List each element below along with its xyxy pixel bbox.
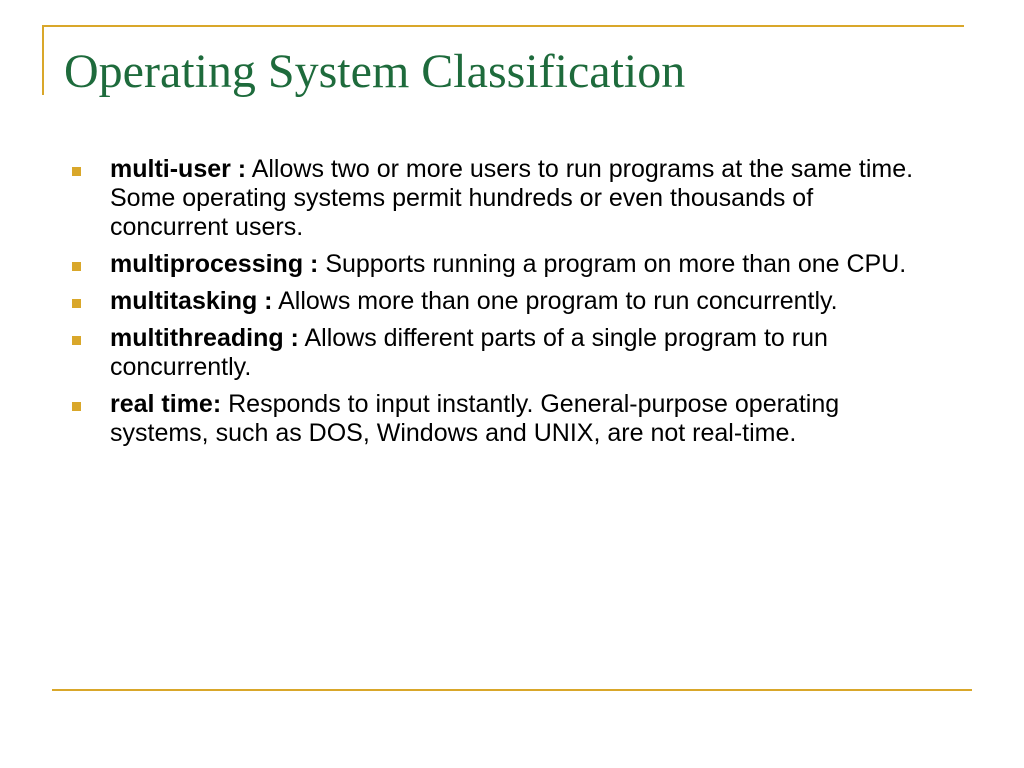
bullet-item-multiprocessing [72, 250, 932, 279]
bullet-item-real-time [72, 390, 932, 448]
square-bullet-icon [72, 402, 81, 411]
slide-frame-left-border [42, 25, 44, 95]
square-bullet-icon [72, 336, 81, 345]
square-bullet-icon [72, 299, 81, 308]
bullet-text: Allows two or more users to run programs at the same time. Some operating systems permit hundreds or even thousands of concurrent users. [110, 155, 914, 241]
square-bullet-icon [72, 167, 81, 176]
bullet-text: Allows more than one program to run concurrently. [278, 287, 838, 315]
bullet-item-multi-user [72, 155, 932, 242]
slide-frame-top-border [42, 25, 964, 27]
bullet-item-multitasking [72, 287, 932, 316]
bullet-term: multi-user : [110, 155, 247, 183]
bullet-item-multithreading [72, 324, 932, 382]
bullet-term: real time: [110, 390, 222, 418]
bullet-text: Supports running a program on more than one CPU. [325, 250, 907, 278]
bullet-term: multithreading : [110, 324, 299, 352]
bullet-text: Allows different parts of a single program to run concurrently. [110, 324, 828, 381]
bullet-text: Responds to input instantly. General-purpose operating systems, such as DOS, Windows and UNIX, are not real-time. [110, 390, 840, 447]
bullet-term: multitasking : [110, 287, 273, 315]
square-bullet-icon [72, 262, 81, 271]
bullet-list [72, 155, 932, 456]
footer-divider [52, 689, 972, 691]
slide-title: Operating System Classification [64, 45, 686, 98]
bullet-term: multiprocessing : [110, 250, 319, 278]
